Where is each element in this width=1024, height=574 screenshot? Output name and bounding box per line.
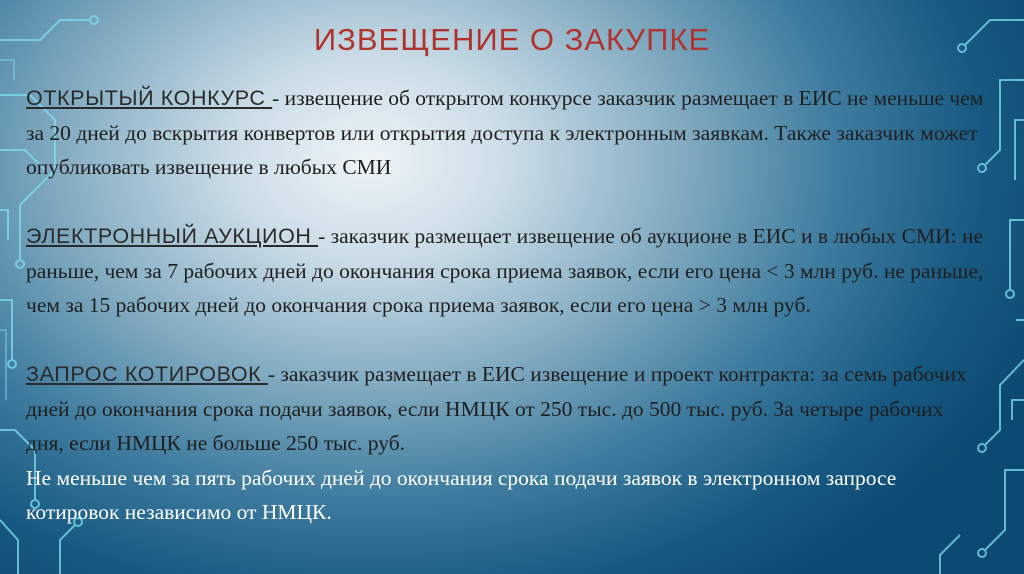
slide-title: ИЗВЕЩЕНИЕ О ЗАКУПКЕ: [313, 22, 711, 57]
paragraph-open-tender-text: - извещение об открытом конкурсе заказчик размещает в ЕИС не меньше чем за 20 дней до вскрытия конвертов или открытия доступа к электронным заявкам. Также заказчик может опубликовать извещение в любых СМИ: [26, 86, 984, 179]
paragraph-electronic-auction: [26, 219, 986, 323]
term-electronic-auction: ЭЛЕКТРОННЫЙ АУКЦИОН: [26, 224, 319, 248]
term-open-tender: ОТКРЫТЫЙ КОНКУРС: [26, 86, 273, 110]
term-request-for-quotes: ЗАПРОС КОТИРОВОК: [26, 362, 268, 386]
paragraph-request-for-quotes-note: Не меньше чем за пять рабочих дней до окончания срока подачи заявок в электронном запросе котировок независимо от НМЦК.: [26, 465, 897, 524]
paragraph-request-for-quotes: [26, 357, 986, 530]
paragraph-electronic-auction-text: - заказчик размещает извещение об аукционе в ЕИС и в любых СМИ: не раньше, чем за 7 рабочих дней до окончания срока приема заявок, если его цена < 3 млн руб. не раньше, чем за 15 рабочих дней до окончания срока приема заявок, если его цена > 3 млн руб.: [26, 224, 984, 317]
paragraph-request-for-quotes-text: - заказчик размещает в ЕИС извещение и проект контракта: за семь рабочих дней до окончания срока подачи заявок, если НМЦК от 250 тыс. до 500 тыс. руб. За четыре рабочих дня, если НМЦК не больше 250 тыс. руб.: [26, 362, 967, 455]
slide-content: [26, 81, 986, 530]
paragraph-open-tender: [26, 81, 986, 185]
